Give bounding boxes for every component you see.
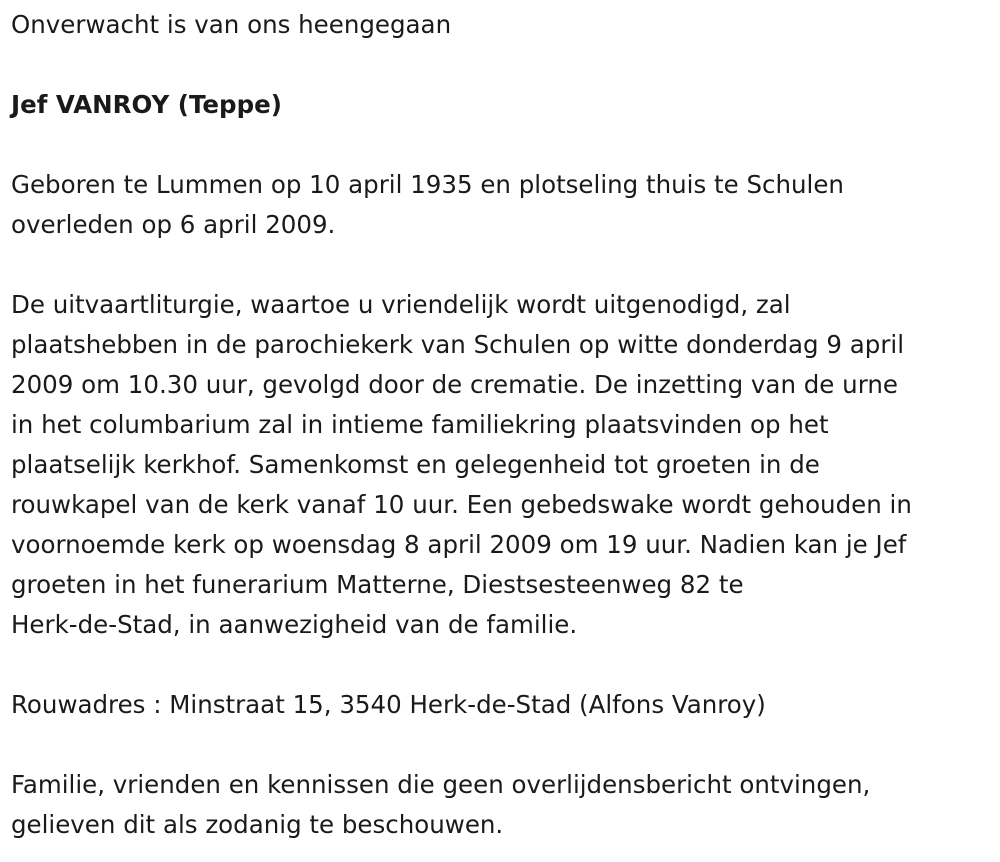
closing-line-2: gelieven dit als zodanig te beschouwen. <box>11 810 504 839</box>
closing-line-1: Familie, vrienden en kennissen die geen overlijdensbericht ontvingen, <box>11 770 871 799</box>
closing-paragraph <box>11 765 991 845</box>
birth-line-1: Geboren te Lummen op 10 april 1935 en plotseling thuis te Schulen <box>11 170 844 199</box>
funeral-line: groeten in het funerarium Matterne, Diestsesteenweg 82 te <box>11 570 744 599</box>
mourning-address: Rouwadres : Minstraat 15, 3540 Herk-de-Stad (Alfons Vanroy) <box>11 690 766 719</box>
funeral-line: De uitvaartliturgie, waartoe u vriendelijk wordt uitgenodigd, zal <box>11 290 791 319</box>
intro-text: Onverwacht is van ons heengegaan <box>11 10 452 39</box>
funeral-line: plaatselijk kerkhof. Samenkomst en gelegenheid tot groeten in de <box>11 450 820 479</box>
obituary-notice <box>11 0 991 845</box>
deceased-name: Jef VANROY (Teppe) <box>11 90 282 119</box>
funeral-paragraph <box>11 285 991 645</box>
funeral-line: voornoemde kerk op woensdag 8 april 2009 om 19 uur. Nadien kan je Jef <box>11 530 907 559</box>
funeral-line: in het columbarium zal in intieme familiekring plaatsvinden op het <box>11 410 829 439</box>
birth-death-paragraph <box>11 165 991 245</box>
funeral-line: 2009 om 10.30 uur, gevolgd door de crematie. De inzetting van de urne <box>11 370 898 399</box>
birth-line-2: overleden op 6 april 2009. <box>11 210 336 239</box>
funeral-line: rouwkapel van de kerk vanaf 10 uur. Een gebedswake wordt gehouden in <box>11 490 912 519</box>
funeral-line: Herk-de-Stad, in aanwezigheid van de familie. <box>11 610 578 639</box>
funeral-line: plaatshebben in de parochiekerk van Schulen op witte donderdag 9 april <box>11 330 905 359</box>
